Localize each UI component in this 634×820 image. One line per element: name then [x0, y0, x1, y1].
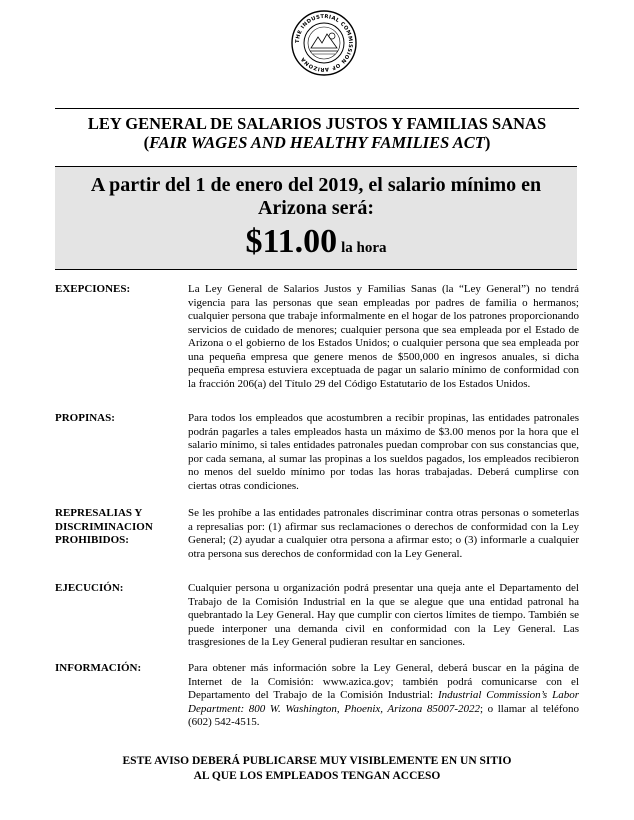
posting-notice: ESTE AVISO DEBERÁ PUBLICARSE MUY VISIBLEMENTE EN UN SITIO AL QUE LOS EMPLEADOS TENGAN ACCESO [122, 755, 512, 782]
section-text: Se les prohíbe a las entidades patronales discriminar contra otras personas o someterlas a represalias por: (1) afirmar sus reclamaciones o derechos de conformidad con la Ley General; (2) ayudar a cualquier otra persona a afirmar esto; o (3) informarle a cualquier otra persona sus derechos de conformidad con la Ley General. [188, 507, 579, 560]
section-text: Para todos los empleados que acostumbren a recibir propinas, las entidades patronales podrán pagarles a tales empleados hasta un máximo de $3.00 menos por la hora que el salario mínimo, si tales entidades patronales puedan comprobar con sus constancias que, por cada semana, al sumar las propinas a los sueldos pagados, los empleados recibieron no menos del sueldo mínimo por todas las horas trabajadas. Deberá cumplirse con ciertas otras condiciones. [188, 412, 579, 492]
law-title [55, 114, 579, 152]
banner-line-2: Arizona será: [257, 197, 375, 219]
top-divider [55, 108, 579, 109]
section-label: REPRESALIAS Y DISCRIMINACION PROHIBIDOS: [55, 507, 153, 546]
section-label: EJECUCIÓN: [55, 582, 124, 594]
section-label: EXEPCIONES: [55, 283, 131, 295]
minimum-wage-banner [55, 166, 577, 270]
banner-line-1: A partir del 1 de enero del 2019, el salario mínimo en [90, 174, 542, 196]
wage-unit: la hora [341, 240, 387, 256]
section-text: La Ley General de Salarios Justos y Familias Sanas (la “Ley General”) no tendrá vigencia para las personas que sean empleadas por padres de familia o hermanos; cualquier persona que trabaje informalmente en el hogar de los patrones proporcionando servicios de cuidado de menores; cualquier persona que sea empleada por el Estado de Arizona o el gobierno de los Estados Unidos; o cualquier persona que sea empleada por una pequeña empresa que genere menos de $500,000 en ingresos anuales, si dicha pequeña empresa estuviera exceptuada de pagar un salario mínimo de conformidad con la fracción 206(a) del Título 29 del Código Estatutario de los Estados Unidos. [188, 283, 579, 390]
labor-department-address: Industrial Commission’s Labor Department: 800 W. Washington, Phoenix, Arizona 85007-2022 [188, 689, 579, 715]
section-label: PROPINAS: [55, 412, 115, 424]
section-text: Cualquier persona u organización podrá presentar una queja ante el Departamento del Trabajo de la Comisión Industrial en la que se alegue que una entidad patronal ha quebrantado la Ley General. Hay que cumplir con ciertos límites de tiempo. También se puede interponer una demanda civil en conformidad con la Ley General. Las trasgresiones de la Ley General pudieran resultar en sanciones. [188, 582, 579, 648]
minimum-wage-amount: $11.00 la hora [245, 223, 387, 260]
seal-ring-text: THE INDUSTRIAL COMMISSION OF ARIZONA [294, 13, 354, 73]
law-title-spanish: LEY GENERAL DE SALARIOS JUSTOS Y FAMILIAS SANAS [87, 114, 547, 133]
section-text: Para obtener más información sobre la Ley General, deberá buscar en la página de Internet de la Comisión: www.azica.gov; también podrá comunicarse con el Departamento del Trabajo de la Comisión Industrial: Industrial Commission’s Labor Department: 800 W. Washington, Phoenix, Arizona 85007-2022; o llamar al teléfono (602) 542-4515. [188, 662, 579, 728]
section-label: INFORMACIÓN: [55, 662, 142, 674]
law-title-english: (FAIR WAGES AND HEALTHY FAMILIES ACT) [143, 133, 491, 152]
state-seal-icon [291, 10, 357, 76]
